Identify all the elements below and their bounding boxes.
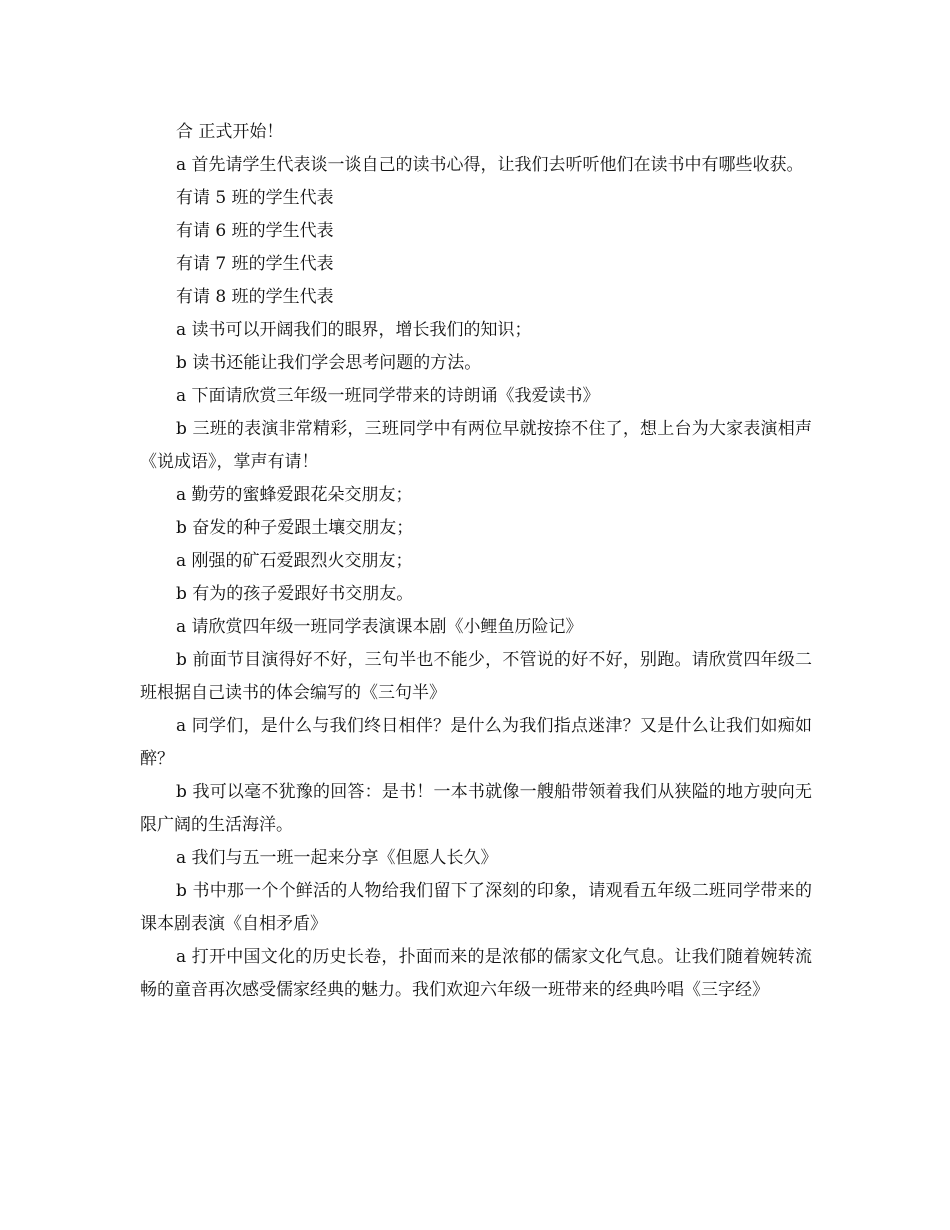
paragraph: a 首先请学生代表谈一谈自己的读书心得，让我们去听听他们在读书中有哪些收获。 (176, 155, 804, 175)
paragraph: a 刚强的矿石爱跟烈火交朋友； (176, 551, 413, 571)
paragraph: a 同学们，是什么与我们终日相伴？是什么为我们指点迷津？又是什么让我们如痴如醉？ (140, 716, 812, 769)
paragraph: b 三班的表演非常精彩，三班同学中有两位早就按捺不住了，想上台为大家表演相声《说成语》，掌声有请！ (140, 419, 812, 472)
paragraph: 有请 5 班的学生代表 (176, 188, 334, 208)
document-body (140, 116, 812, 1007)
paragraph: b 读书还能让我们学会思考问题的方法。 (176, 353, 482, 373)
paragraph: a 下面请欣赏三年级一班同学带来的诗朗诵《我爱读书》 (176, 386, 600, 406)
paragraph: 有请 6 班的学生代表 (176, 221, 334, 241)
paragraph: a 打开中国文化的历史长卷，扑面而来的是浓郁的儒家文化气息。让我们随着婉转流畅的童音再次感受儒家经典的魅力。我们欢迎六年级一班带来的经典吟唱《三字经》 (140, 947, 812, 1000)
paragraph: 合 正式开始！ (176, 122, 284, 142)
paragraph: b 奋发的种子爱跟土壤交朋友； (176, 518, 414, 538)
paragraph: 有请 7 班的学生代表 (176, 254, 334, 274)
paragraph: a 勤劳的蜜蜂爱跟花朵交朋友； (176, 485, 413, 505)
paragraph: b 有为的孩子爱跟好书交朋友。 (176, 584, 414, 604)
paragraph: b 我可以毫不犹豫的回答：是书！一本书就像一艘船带领着我们从狭隘的地方驶向无限广阔的生活海洋。 (140, 782, 812, 835)
paragraph: b 前面节目演得好不好，三句半也不能少，不管说的好不好，别跑。请欣赏四年级二班根据自己读书的体会编写的《三句半》 (140, 650, 812, 703)
paragraph: a 读书可以开阔我们的眼界，增长我们的知识； (176, 320, 532, 340)
paragraph: 有请 8 班的学生代表 (176, 287, 334, 307)
paragraph: a 我们与五一班一起来分享《但愿人长久》 (176, 848, 498, 868)
paragraph: a 请欣赏四年级一班同学表演课本剧《小鲤鱼历险记》 (176, 617, 583, 637)
paragraph: b 书中那一个个鲜活的人物给我们留下了深刻的印象，请观看五年级二班同学带来的课本剧表演《自相矛盾》 (140, 881, 812, 934)
